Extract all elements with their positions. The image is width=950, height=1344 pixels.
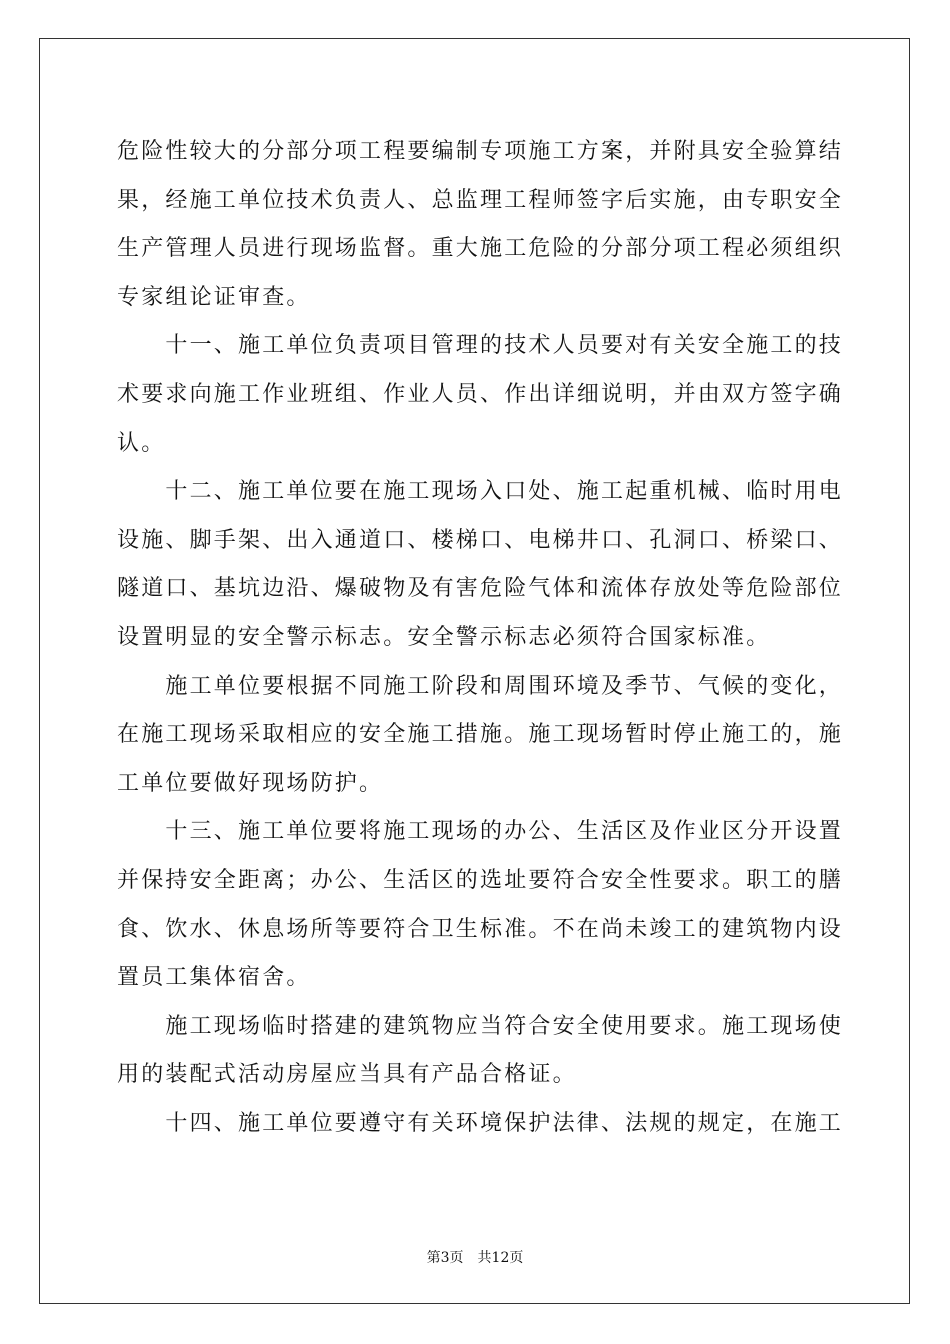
text-line: 设施、脚手架、出入通道口、楼梯口、电梯井口、孔洞口、桥梁口、 <box>117 527 844 553</box>
text-line: 置员工集体宿舍。 <box>117 965 311 991</box>
text-line: 并保持安全距离；办公、生活区的选址要符合安全性要求。职工的膳 <box>117 867 844 893</box>
text-line: 食、饮水、休息场所等要符合卫生标准。不在尚未竣工的建筑物内设 <box>117 916 844 942</box>
text-line: 危险性较大的分部分项工程要编制专项施工方案，并附具安全验算结 <box>117 139 844 164</box>
text-line: 十二、施工单位要在施工现场入口处、施工起重机械、临时用电 <box>117 479 844 505</box>
text-line: 设置明显的安全警示标志。安全警示标志必须符合国家标准。 <box>117 624 771 650</box>
text-line: 十三、施工单位要将施工现场的办公、生活区及作业区分开设置 <box>117 819 844 845</box>
text-line: 果，经施工单位技术负责人、总监理工程师签字后实施，由专职安全 <box>117 187 844 213</box>
text-line: 隧道口、基坑边沿、爆破物及有害危险气体和流体存放处等危险部位 <box>117 576 844 602</box>
text-line: 在施工现场采取相应的安全施工措施。施工现场暂时停止施工的，施 <box>117 722 844 748</box>
page-total: 共12页 <box>477 1250 524 1266</box>
text-line: 施工现场临时搭建的建筑物应当符合安全使用要求。施工现场使 <box>117 1013 844 1039</box>
text-line: 施工单位要根据不同施工阶段和周围环境及季节、气候的变化， <box>117 673 844 699</box>
document-body <box>117 128 844 1148</box>
text-line: 术要求向施工作业班组、作业人员、作出详细说明，并由双方签字确 <box>117 381 844 407</box>
text-line: 工单位要做好现场防护。 <box>117 770 384 796</box>
text-line: 用的装配式活动房屋应当具有产品合格证。 <box>117 1062 577 1088</box>
text-line: 十四、施工单位要遵守有关环境保护法律、法规的规定，在施工 <box>117 1110 844 1136</box>
text-line: 生产管理人员进行现场监督。重大施工危险的分部分项工程必须组织 <box>117 236 844 262</box>
text-line: 专家组论证审查。 <box>117 284 311 310</box>
page-number: 第3页 <box>426 1250 464 1266</box>
page-footer <box>0 1248 950 1268</box>
text-line: 认。 <box>117 430 166 456</box>
text-line: 十一、施工单位负责项目管理的技术人员要对有关安全施工的技 <box>117 333 844 359</box>
